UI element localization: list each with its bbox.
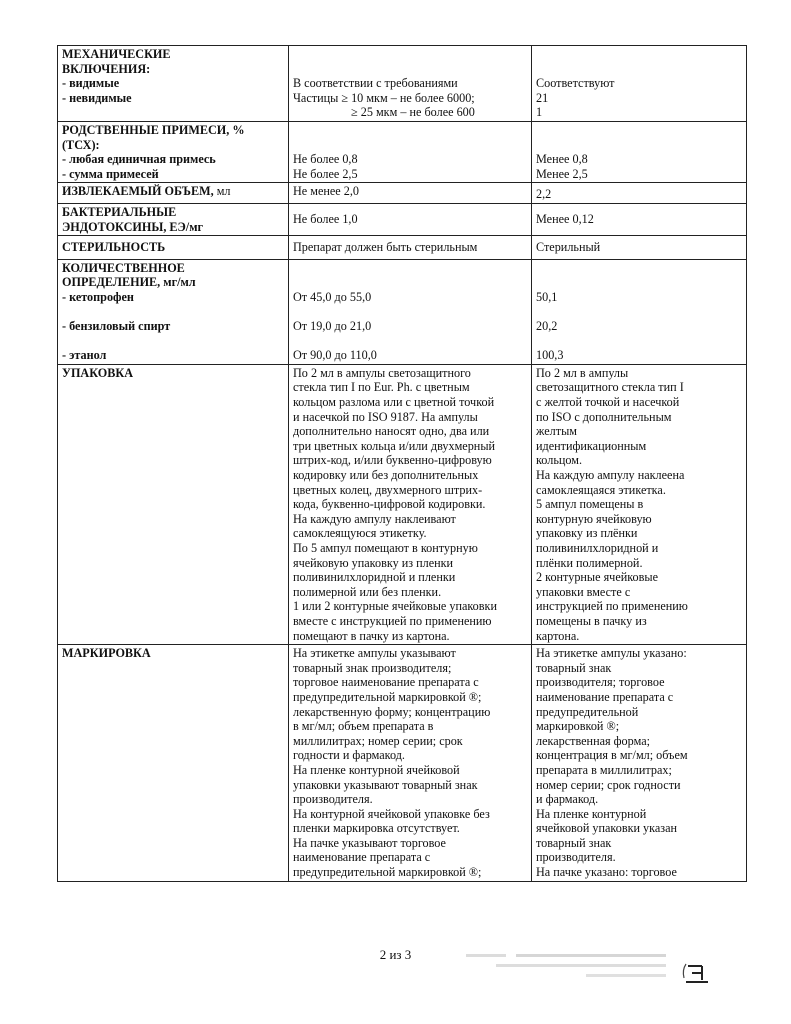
table-row-related-impurities [58, 121, 747, 182]
requirement-text: 1 или 2 контурные ячейковые упаковки [293, 599, 497, 614]
requirement-text: кода, буквенно-цифровой кодировки. [293, 497, 486, 512]
requirement-cell [289, 236, 532, 260]
result-text: Менее 0,12 [536, 212, 594, 227]
requirement-text: наименование препарата с [293, 850, 431, 865]
faded-stamp [466, 950, 676, 994]
parameter-subitem: - любая единичная примесь [62, 152, 216, 167]
requirement-text: торговое наименование препарата с [293, 675, 479, 690]
parameter-cell [58, 46, 289, 122]
requirement-text: предупредительной маркировкой ®; [293, 689, 482, 704]
parameter-title: СТЕРИЛЬНОСТЬ [62, 240, 166, 255]
result-text: концентрация в мг/мл; объем [536, 748, 688, 763]
parameter-subitem: - видимые [62, 76, 120, 91]
result-text: 1 [536, 105, 543, 120]
requirement-text: Не более 1,0 [293, 212, 358, 227]
result-cell [532, 46, 747, 122]
result-text: с желтой точкой и насечкой [536, 395, 680, 410]
page-number: 2 из 3 [379, 947, 412, 962]
requirement-text: пленки маркировка отсутствует. [293, 821, 460, 836]
result-text: 2,2 [536, 187, 552, 202]
table-row-mechanical-inclusions [58, 46, 747, 122]
table-row-marking [58, 645, 747, 882]
requirement-text: предупредительной маркировкой ®; [293, 865, 482, 880]
requirement-text: полимерной или без пленки. [293, 584, 442, 599]
result-text: предупредительной [536, 704, 639, 719]
requirement-text: На этикетке ампулы указывают [293, 646, 456, 661]
requirement-text: штрих-код, и/или буквенно-цифровую [293, 453, 492, 468]
requirement-cell [289, 183, 532, 204]
parameter-subitem: - этанол [62, 348, 107, 363]
result-text: производителя; торговое [536, 675, 665, 690]
signature-mark [680, 952, 716, 988]
requirement-text: Не более 0,8 [293, 152, 358, 167]
requirement-text: поливинилхлоридной и пленки [293, 570, 456, 585]
result-text: по ISO с дополнительным [536, 409, 672, 424]
requirement-text: стекла тип I по Eur. Ph. с цветным [293, 380, 470, 395]
requirement-text: цветных колец, двухмерного штрих- [293, 482, 483, 497]
requirement-text: В соответствии с требованиями [293, 76, 458, 91]
parameter-subitem: - невидимые [62, 90, 132, 105]
result-text: товарный знак [536, 835, 612, 850]
result-text: 20,2 [536, 319, 558, 334]
requirement-text: самоклеящуюся этикетку. [293, 526, 427, 541]
parameter-title: ИЗВЛЕКАЕМЫЙ ОБЪЕМ, [62, 184, 214, 199]
result-text: и фармакод. [536, 792, 599, 807]
result-text: плёнки полимерной. [536, 555, 643, 570]
stamp-mark [466, 950, 676, 994]
parameter-cell [58, 183, 289, 204]
table-row-sterility [58, 236, 747, 260]
result-text: производителя. [536, 850, 616, 865]
requirement-cell [289, 121, 532, 182]
result-text: товарный знак [536, 660, 612, 675]
requirement-text: кольцом разлома или с цветной точкой [293, 395, 495, 410]
result-cell [532, 645, 747, 882]
result-cell [532, 259, 747, 364]
result-text: На пачке указано: торговое [536, 865, 677, 880]
requirement-text: На пленке контурной ячейковой [293, 762, 460, 777]
result-text: наименование препарата с [536, 689, 674, 704]
requirement-text: На пачке указывают торговое [293, 835, 446, 850]
parameter-cell [58, 259, 289, 364]
requirement-cell [289, 46, 532, 122]
result-text: По 2 мл в ампулы [536, 365, 629, 380]
parameter-title: МЕХАНИЧЕСКИЕ [62, 47, 171, 61]
parameter-title: (ТСХ): [62, 137, 100, 152]
result-text: картона. [536, 628, 580, 643]
parameter-cell [58, 364, 289, 644]
result-text: лекарственная форма; [536, 733, 650, 748]
result-text: Соответствуют [536, 76, 615, 91]
parameter-subitem: - бензиловый спирт [62, 319, 171, 334]
requirement-cell [289, 259, 532, 364]
parameter-title: ЭНДОТОКСИНЫ, ЕЭ/мг [62, 219, 204, 234]
result-text: контурную ячейковую [536, 511, 652, 526]
requirement-text: упаковки указывают товарный знак [293, 777, 478, 792]
result-text: номер серии; срок годности [536, 777, 681, 792]
requirement-text: помещают в пачку из картона. [293, 628, 450, 643]
requirement-text: кодировку или без дополнительных [293, 468, 479, 483]
specification-table [57, 45, 747, 882]
table-row-quantitative-determination [58, 259, 747, 364]
requirement-text: Препарат должен быть стерильным [293, 240, 478, 255]
result-cell [532, 364, 747, 644]
requirement-text: производителя. [293, 792, 373, 807]
result-text: На этикетке ампулы указано: [536, 646, 687, 661]
requirement-text: миллилитрах; номер серии; срок [293, 733, 463, 748]
requirement-text: На контурной ячейковой упаковке без [293, 806, 490, 821]
requirement-cell [289, 645, 532, 882]
parameter-unit: мл [216, 184, 231, 199]
result-text: Стерильный [536, 240, 601, 255]
requirement-text: и насечкой по ISO 9187. На ампулы [293, 409, 478, 424]
parameter-cell [58, 645, 289, 882]
parameter-title: РОДСТВЕННЫЕ ПРИМЕСИ, % [62, 122, 245, 137]
result-text: упаковки вместе с [536, 584, 631, 599]
table-row-bacterial-endotoxins [58, 203, 747, 235]
requirement-text: в мг/мл; объем препарата в [293, 719, 434, 734]
result-text: На каждую ампулу наклеена [536, 468, 685, 483]
result-cell [532, 203, 747, 235]
result-text: На пленке контурной [536, 806, 647, 821]
requirement-text: Не менее 2,0 [293, 184, 360, 199]
requirement-text: дополнительно наносят одно, два или [293, 424, 490, 439]
result-text: 5 ампул помещены в [536, 497, 644, 512]
requirement-text: вместе с инструкцией по применению [293, 613, 492, 628]
requirement-text: годности и фармакод. [293, 748, 405, 763]
requirement-text: От 90,0 до 110,0 [293, 348, 377, 363]
result-text: Менее 0,8 [536, 152, 588, 167]
parameter-cell [58, 203, 289, 235]
requirement-text: лекарственную форму; концентрацию [293, 704, 491, 719]
requirement-text: ячейковую упаковку из пленки [293, 555, 454, 570]
requirement-cell [289, 364, 532, 644]
result-cell [532, 236, 747, 260]
table-row-packaging [58, 364, 747, 644]
parameter-title: МАРКИРОВКА [62, 646, 151, 661]
parameter-cell [58, 121, 289, 182]
parameter-subitem: - сумма примесей [62, 166, 159, 181]
result-cell [532, 183, 747, 204]
requirement-text: На каждую ампулу наклеивают [293, 511, 456, 526]
result-text: самоклеящаяся этикетка. [536, 482, 666, 497]
result-text: препарата в миллилитрах; [536, 762, 672, 777]
result-cell [532, 121, 747, 182]
result-text: желтым [536, 424, 577, 439]
result-text: помещены в пачку из [536, 613, 647, 628]
document-page [57, 45, 737, 882]
requirement-cell [289, 203, 532, 235]
requirement-text: ≥ 25 мкм – не более 600 [351, 105, 475, 120]
requirement-text: три цветных кольца и/или двухмерный [293, 438, 496, 453]
requirement-text: Не более 2,5 [293, 166, 358, 181]
table-row-extractable-volume [58, 183, 747, 204]
result-text: 2 контурные ячейковые [536, 570, 658, 585]
parameter-title: УПАКОВКА [62, 365, 134, 380]
result-text: Менее 2,5 [536, 166, 588, 181]
result-text: 21 [536, 90, 549, 105]
result-text: идентификационным [536, 438, 647, 453]
result-text: упаковку из плёнки [536, 526, 638, 541]
parameter-subitem: - кетопрофен [62, 289, 134, 304]
parameter-cell [58, 236, 289, 260]
parameter-title: КОЛИЧЕСТВЕННОЕ [62, 260, 185, 275]
requirement-text: От 45,0 до 55,0 [293, 289, 372, 304]
requirement-text: Частицы ≥ 10 мкм – не более 6000; [293, 90, 475, 105]
result-text: поливинилхлоридной и [536, 541, 659, 555]
result-text: 50,1 [536, 289, 558, 304]
parameter-title: ОПРЕДЕЛЕНИЕ, мг/мл [62, 275, 196, 290]
requirement-text: По 2 мл в ампулы светозащитного [293, 365, 471, 380]
result-text: инструкцией по применению [536, 599, 688, 614]
parameter-title: БАКТЕРИАЛЬНЫЕ [62, 204, 177, 219]
result-text: светозащитного стекла тип I [536, 380, 684, 395]
requirement-text: товарный знак производителя; [293, 660, 452, 675]
result-text: ячейковой упаковки указан [536, 821, 678, 836]
requirement-text: От 19,0 до 21,0 [293, 319, 372, 334]
result-text: 100,3 [536, 348, 564, 363]
requirement-text: По 5 ампул помещают в контурную [293, 541, 478, 555]
parameter-title: ВКЛЮЧЕНИЯ: [62, 61, 151, 76]
result-text: кольцом. [536, 453, 583, 468]
result-text: маркировкой ®; [536, 719, 620, 734]
